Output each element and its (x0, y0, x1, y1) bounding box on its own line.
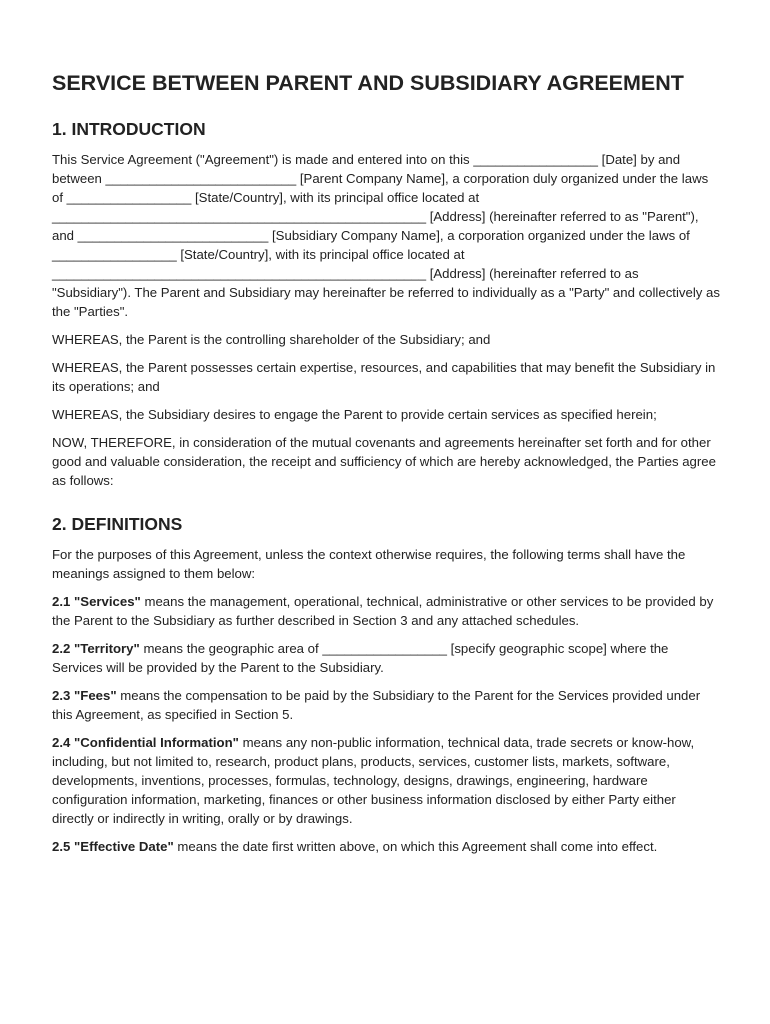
section-heading-introduction: 1. INTRODUCTION (52, 119, 206, 139)
definition-number: 2.2 (52, 641, 71, 656)
whereas-paragraph: WHEREAS, the Parent is the controlling shareholder of the Subsidiary; and (52, 332, 491, 347)
section-heading-definitions: 2. DEFINITIONS (52, 514, 183, 534)
definitions-intro: For the purposes of this Agreement, unless the context otherwise requires, the following terms shall have the meanings assigned to them below: (52, 547, 686, 581)
definition-territory (52, 639, 720, 677)
whereas-paragraph: WHEREAS, the Subsidiary desires to engage the Parent to provide certain services as specified herein; (52, 407, 657, 422)
definition-confidential-information (52, 733, 720, 828)
definition-number: 2.3 (52, 688, 71, 703)
definition-term: "Confidential Information" (74, 735, 239, 750)
whereas-paragraph: WHEREAS, the Parent possesses certain expertise, resources, and capabilities that may benefit the Subsidiary in its operations; and (52, 360, 716, 394)
definition-text: means the management, operational, technical, administrative or other services to be provided by the Parent to the Subsidiary as further described in Section 3 and any attached schedules. (52, 594, 714, 628)
definition-number: 2.4 (52, 735, 71, 750)
definition-text: means the geographic area of _________________ [specify geographic scope] where the Services will be provided by the Parent to the Subsidiary. (52, 641, 669, 675)
definition-fees (52, 686, 720, 724)
now-therefore-paragraph: NOW, THEREFORE, in consideration of the mutual covenants and agreements hereinafter set forth and for other good and valuable consideration, the receipt and sufficiency of which are hereby acknowledged, the Parties agree as follows: (52, 435, 716, 488)
definition-number: 2.5 (52, 839, 71, 854)
definition-services (52, 592, 720, 630)
definition-effective-date (52, 837, 720, 856)
definition-text: means the date first written above, on which this Agreement shall come into effect. (173, 839, 658, 854)
document-title: SERVICE BETWEEN PARENT AND SUBSIDIARY AGREEMENT (52, 71, 684, 95)
definition-term: "Effective Date" (74, 839, 174, 854)
definition-text: means the compensation to be paid by the Subsidiary to the Parent for the Services provided under this Agreement, as specified in Section 5. (52, 688, 701, 722)
definition-number: 2.1 (52, 594, 71, 609)
document-page (52, 66, 720, 865)
definition-term: "Services" (74, 594, 141, 609)
definition-term: "Territory" (74, 641, 140, 656)
introduction-paragraph: This Service Agreement ("Agreement") is made and entered into on this _________________ [Date] by and between __________________________ [Parent Company Name], a corporation duly organized under the laws of _________________ [State/Country], with its principal office located at ___________________________________________________ [Address] (hereinafter referred to as "Parent"), and __________________________ [Subsidiary Company Name], a corporation organized under the laws of _________________ [State/Country], with its principal office located at ___________________________________________________ [Address] (hereinafter referred to as "Subsidiary"). The Parent and Subsidiary may hereinafter be referred to individually as a "Party" and collectively as the "Parties". (52, 152, 720, 319)
definition-term: "Fees" (74, 688, 117, 703)
definition-text: means any non-public information, technical data, trade secrets or know-how, including, but not limited to, research, product plans, products, services, customer lists, markets, software, developments, inventions, processes, formulas, technology, designs, drawings, engineering, hardware configuration information, marketing, finances or other business information disclosed by either Party either directly or indirectly in writing, orally or by drawings. (52, 735, 695, 826)
